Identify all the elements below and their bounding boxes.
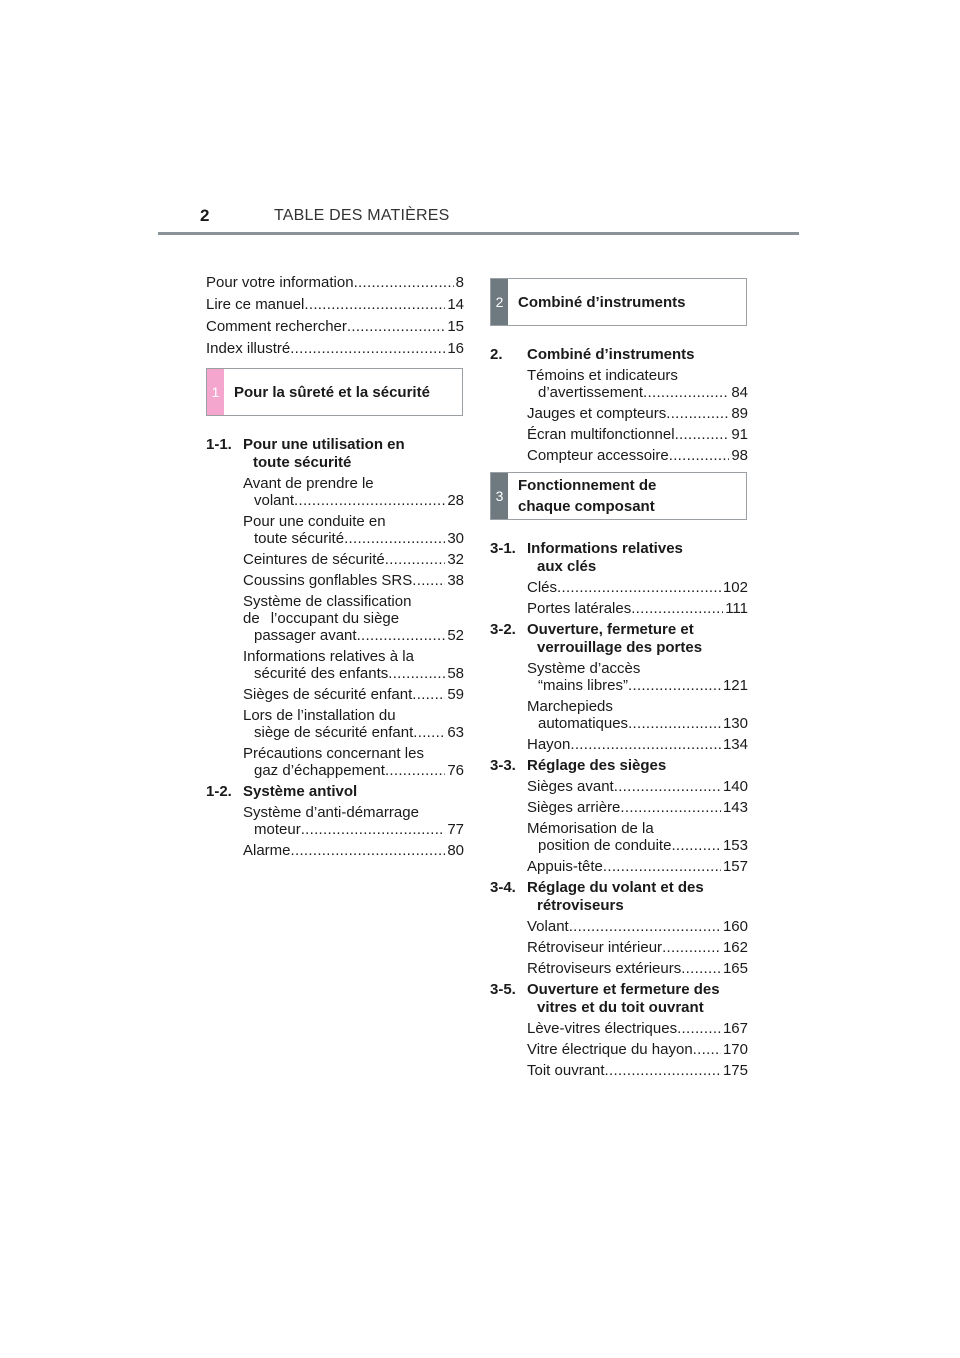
toc-link[interactable]: Système de classification de l’occupant du siège passager avant ..... 52 <box>243 593 464 644</box>
chapter-2-items <box>490 367 748 464</box>
section-header-1[interactable] <box>206 368 463 416</box>
toc-link[interactable]: Système d’anti-démarrage moteur ..... 77 <box>243 804 464 838</box>
page-title: TABLE DES MATIÈRES <box>274 207 450 224</box>
toc-link[interactable]: Témoins et indicateurs d’avertissement ..... 84 <box>527 367 748 401</box>
toc-link[interactable]: Lors de l’installation du siège de sécurité enfant ..... 63 <box>243 707 464 741</box>
section-tab-3: 3 <box>491 473 508 519</box>
toc-link[interactable]: Coussins gonflables SRS ..... 38 <box>243 572 464 589</box>
chapter-3-4-items <box>490 918 748 977</box>
header-divider <box>158 232 799 235</box>
toc-left-column <box>206 274 464 863</box>
toc-link[interactable]: Vitre électrique du hayon ..... 170 <box>527 1041 748 1058</box>
section-title-2: Combiné d’instruments <box>518 293 686 311</box>
toc-link[interactable]: Pour une conduite en toute sécurité ..... 30 <box>243 513 464 547</box>
chapter-2[interactable]: 2. Combiné d’instruments <box>490 346 695 363</box>
section-tab-1: 1 <box>207 369 224 415</box>
toc-link-pour-votre-information[interactable]: Pour votre information ..... 8 <box>206 274 464 292</box>
page-number: 2 <box>200 206 210 225</box>
toc-link[interactable]: Ceintures de sécurité ..... 32 <box>243 551 464 568</box>
toc-link[interactable]: Volant ..... 160 <box>527 918 748 935</box>
toc-link[interactable]: Avant de prendre le volant ..... 28 <box>243 475 464 509</box>
toc-link[interactable]: Précautions concernant les gaz d’échappement ..... 76 <box>243 745 464 779</box>
toc-link[interactable]: Informations relatives à la sécurité des enfants ..... 58 <box>243 648 464 682</box>
toc-link-index-illustre[interactable]: Index illustré ..... 16 <box>206 340 464 358</box>
chapter-3-1[interactable]: 3-1. Informations relatives aux clés <box>490 540 683 575</box>
chapter-3-3[interactable]: 3-3. Réglage des sièges <box>490 757 667 774</box>
toc-right-column <box>490 278 748 1083</box>
toc-link[interactable]: Toit ouvrant ..... 175 <box>527 1062 748 1079</box>
chapter-3-2-items <box>490 660 748 753</box>
section-title-3: Fonctionnement de chaque composant <box>518 477 657 515</box>
toc-link-comment-rechercher[interactable]: Comment rechercher ..... 15 <box>206 318 464 336</box>
section-tab-2: 2 <box>491 279 508 325</box>
chapter-3-2[interactable]: 3-2. Ouverture, fermeture et verrouillage des portes <box>490 621 703 656</box>
chapter-3-3-items <box>490 778 748 875</box>
toc-link[interactable]: Alarme ..... 80 <box>243 842 464 859</box>
section-title-1: Pour la sûreté et la sécurité <box>234 383 430 401</box>
toc-link[interactable]: Clés ..... 102 <box>527 579 748 596</box>
chapter-1-2[interactable]: 1-2. Système antivol <box>206 783 358 800</box>
toc-link[interactable]: Sièges de sécurité enfant ..... 59 <box>243 686 464 703</box>
chapter-3-5-items <box>490 1020 748 1079</box>
chapter-1-2-items <box>206 804 464 859</box>
toc-link[interactable]: Rétroviseurs extérieurs ..... 165 <box>527 960 748 977</box>
toc-link[interactable]: Mémorisation de la position de conduite ..... 153 <box>527 820 748 854</box>
section-header-3[interactable] <box>490 472 747 520</box>
chapter-3-4[interactable]: 3-4. Réglage du volant et des rétroviseurs <box>490 879 704 914</box>
toc-link[interactable]: Portes latérales ..... 111 <box>527 600 748 617</box>
intro-list <box>206 274 464 358</box>
toc-link[interactable]: Lève-vitres électriques ..... 167 <box>527 1020 748 1037</box>
chapter-3-1-items <box>490 579 748 617</box>
chapter-1-1-items <box>206 475 464 779</box>
toc-link[interactable]: Appuis-tête ..... 157 <box>527 858 748 875</box>
toc-link[interactable]: Jauges et compteurs ..... 89 <box>527 405 748 422</box>
toc-link[interactable]: Rétroviseur intérieur ..... 162 <box>527 939 748 956</box>
toc-link[interactable]: Hayon ..... 134 <box>527 736 748 753</box>
toc-link-lire-ce-manuel[interactable]: Lire ce manuel ..... 14 <box>206 296 464 314</box>
toc-link[interactable]: Écran multifonctionnel ..... 91 <box>527 426 748 443</box>
toc-link[interactable]: Sièges avant ..... 140 <box>527 778 748 795</box>
section-header-2[interactable] <box>490 278 747 326</box>
toc-link[interactable]: Système d’accès “mains libres” ..... 121 <box>527 660 748 694</box>
chapter-1-1[interactable]: 1-1. Pour une utilisation en toute sécurité <box>206 436 405 471</box>
chapter-3-5[interactable]: 3-5. Ouverture et fermeture des vitres et du toit ouvrant <box>490 981 720 1016</box>
toc-link[interactable]: Sièges arrière ..... 143 <box>527 799 748 816</box>
toc-link[interactable]: Marchepieds automatiques ..... 130 <box>527 698 748 732</box>
toc-link[interactable]: Compteur accessoire ..... 98 <box>527 447 748 464</box>
